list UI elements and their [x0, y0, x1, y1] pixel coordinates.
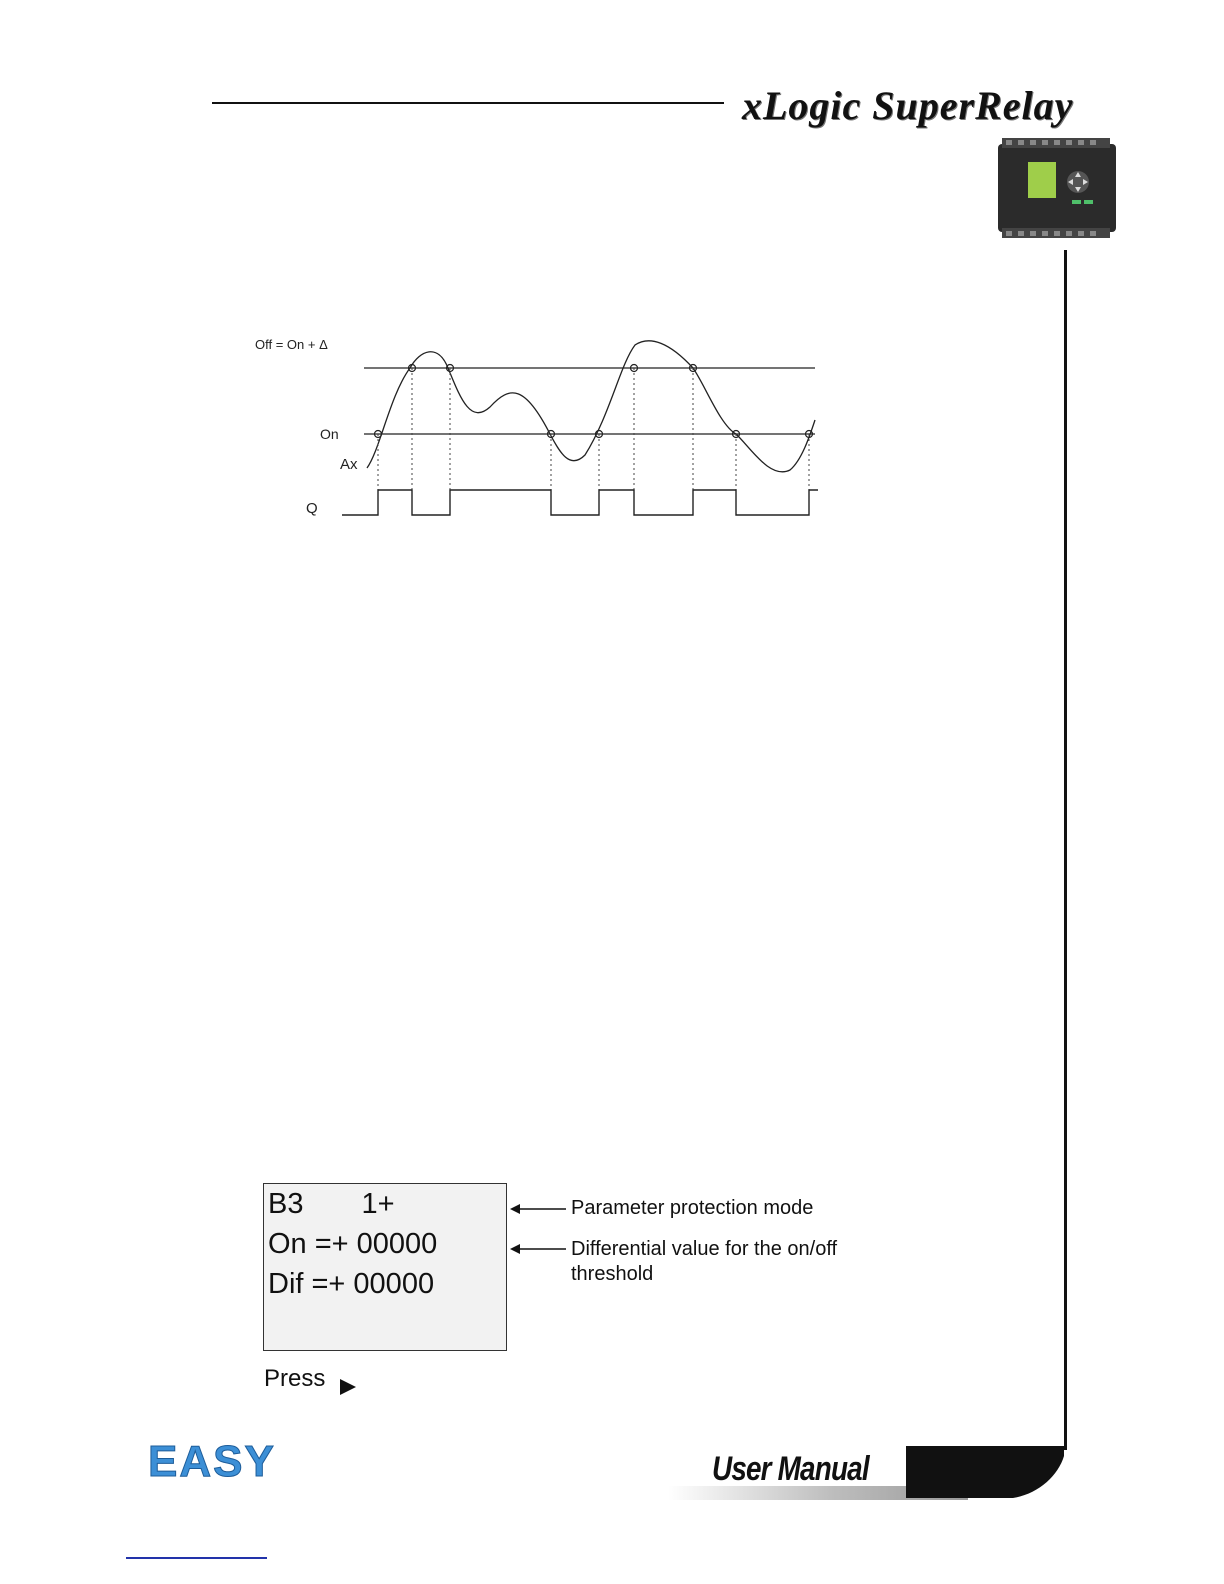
- header-rule: [212, 102, 724, 104]
- callout-arrows: [508, 1195, 578, 1265]
- header-title: xLogic SuperRelay: [742, 83, 1074, 128]
- on-threshold-label: On: [320, 426, 339, 442]
- user-manual-label: User Manual: [712, 1450, 869, 1488]
- threshold-diagram: [250, 325, 830, 535]
- side-rule: [1064, 250, 1067, 1450]
- lcd-line-block: [268, 1188, 395, 1221]
- plc-device-icon: [992, 132, 1122, 242]
- off-threshold-label: Off = On + Δ: [255, 337, 328, 352]
- lcd-line-dif: Dif =+ 00000: [268, 1268, 435, 1300]
- easy-logo: EASY: [148, 1437, 276, 1486]
- lcd-line-on: On =+ 00000: [268, 1228, 438, 1260]
- callout-protection: Parameter protection mode: [571, 1197, 814, 1219]
- block-number: B3: [268, 1188, 304, 1220]
- ax-label: Ax: [340, 456, 358, 473]
- lcd-parameter-screen: [263, 1183, 507, 1351]
- callout-differential: Differential value for the on/off threshold: [571, 1238, 838, 1285]
- protection-mode: 1+: [361, 1188, 395, 1220]
- press-label: Press: [264, 1365, 326, 1392]
- footer-rule: [126, 1557, 267, 1559]
- right-triangle-icon: [339, 1378, 357, 1396]
- q-label: Q: [306, 500, 318, 517]
